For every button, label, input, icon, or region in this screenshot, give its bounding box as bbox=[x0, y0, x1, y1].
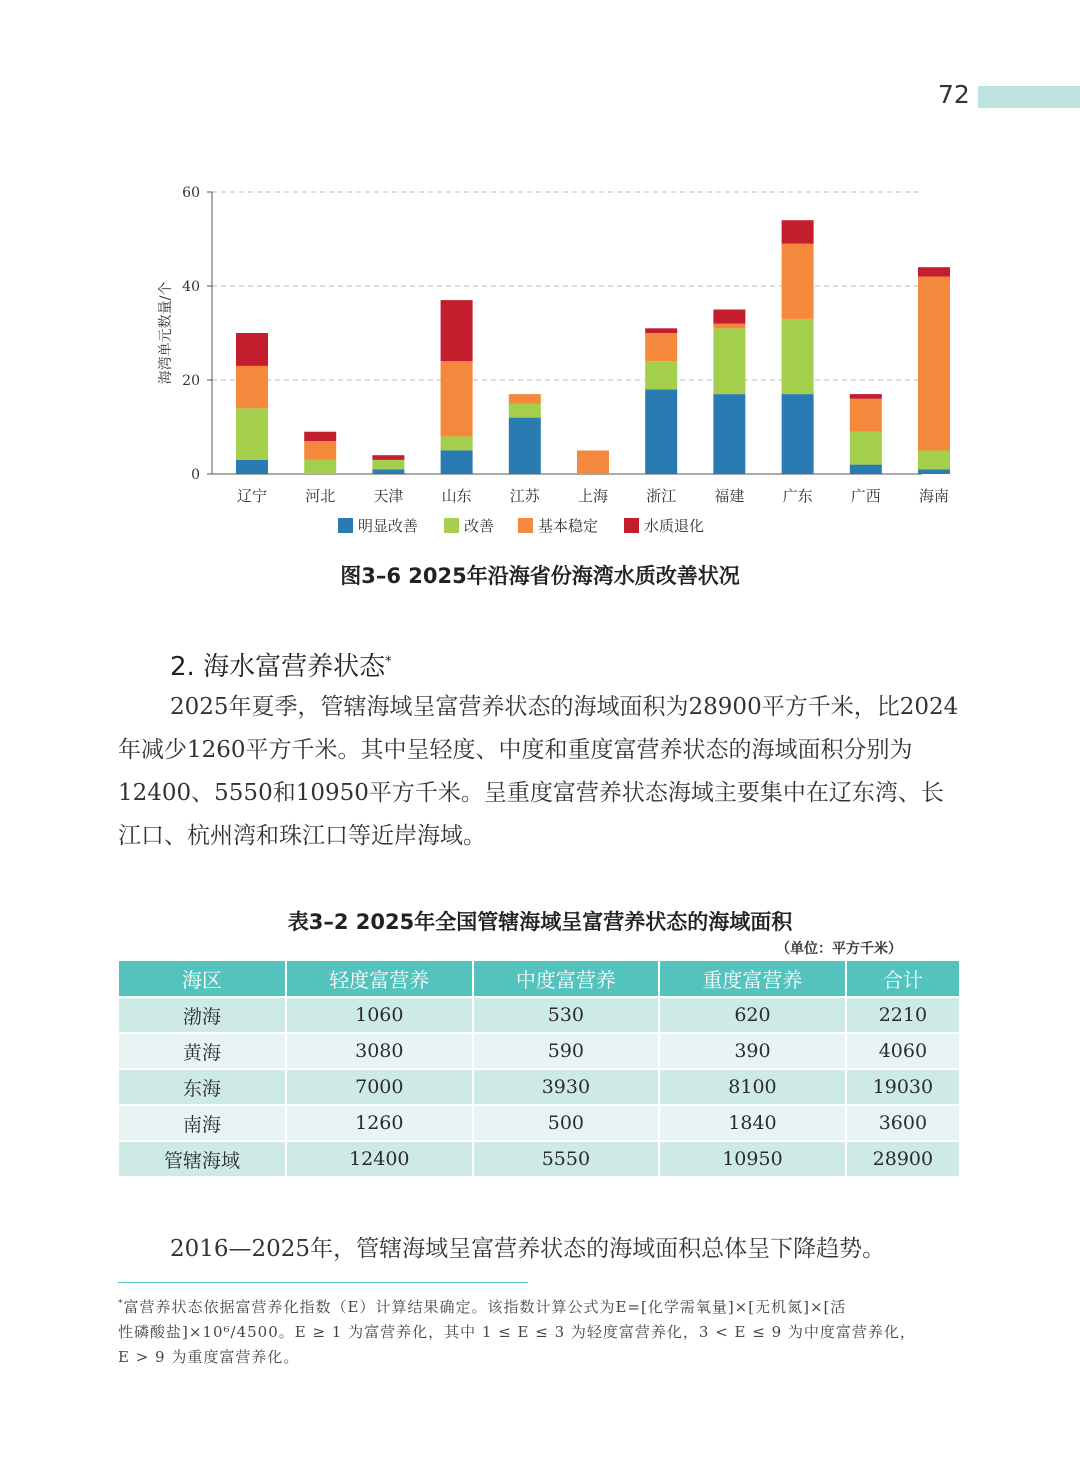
bar-segment bbox=[782, 220, 814, 244]
bar-segment bbox=[645, 361, 677, 389]
table-cell: 管辖海域 bbox=[119, 1141, 286, 1177]
table-cell: 渤海 bbox=[119, 997, 286, 1033]
bar-segment bbox=[645, 328, 677, 333]
x-tick-label: 辽宁 bbox=[236, 487, 268, 505]
bar-segment bbox=[645, 333, 677, 361]
bar-segment bbox=[713, 394, 745, 474]
section-heading-text: 2. 海水富营养状态 bbox=[170, 652, 386, 682]
table-cell: 19030 bbox=[846, 1069, 960, 1105]
table-cell: 5550 bbox=[473, 1141, 660, 1177]
bar-segment bbox=[918, 277, 950, 451]
figure-caption: 图3–6 2025年沿海省份海湾水质改善状况 bbox=[340, 564, 740, 588]
table-cell: 3930 bbox=[473, 1069, 660, 1105]
col-header: 海区 bbox=[119, 961, 286, 997]
col-header: 轻度富营养 bbox=[286, 961, 473, 997]
y-tick-label: 60 bbox=[182, 185, 200, 201]
bar-segment bbox=[713, 324, 745, 329]
table-title: 表3–2 2025年全国管辖海域呈富营养状态的海域面积 bbox=[287, 910, 793, 934]
y-tick-label: 20 bbox=[182, 373, 200, 389]
bar-segment bbox=[850, 399, 882, 432]
table-cell: 南海 bbox=[119, 1105, 286, 1141]
bar-segment bbox=[236, 333, 268, 366]
table-cell: 黄海 bbox=[119, 1033, 286, 1069]
bar-segment bbox=[713, 328, 745, 394]
bar-segment bbox=[372, 455, 404, 460]
bar-segment bbox=[509, 418, 541, 474]
stacked-bar-chart bbox=[150, 178, 950, 548]
bar-segment bbox=[645, 389, 677, 474]
table-unit: （单位：平方千米） bbox=[776, 941, 902, 957]
x-tick-label: 河北 bbox=[305, 487, 336, 505]
bar-segment bbox=[236, 366, 268, 408]
footnote-line: 性磷酸盐]×10⁶/4500。E ≥ 1 为富营养化，其中 1 ≤ E ≤ 3 为轻度富营养化，3 < E ≤ 9 为中度富营养化， bbox=[118, 1323, 916, 1341]
footnote bbox=[118, 1292, 963, 1370]
bar-segment bbox=[236, 460, 268, 474]
legend-swatch bbox=[518, 518, 533, 533]
bar-segment bbox=[372, 469, 404, 474]
x-tick-label: 福建 bbox=[714, 487, 745, 505]
table-cell: 3080 bbox=[286, 1033, 473, 1069]
bar-segment bbox=[918, 267, 950, 276]
table-cell: 530 bbox=[473, 997, 660, 1033]
table-row bbox=[119, 1069, 960, 1105]
bar-segment bbox=[782, 319, 814, 394]
bar-segment bbox=[304, 441, 336, 460]
bar-segment bbox=[577, 451, 609, 475]
bar-segment bbox=[918, 451, 950, 470]
legend-swatch bbox=[444, 518, 459, 533]
footnote-mark: * bbox=[118, 1299, 124, 1309]
table-cell: 8100 bbox=[659, 1069, 846, 1105]
table-cell: 500 bbox=[473, 1105, 660, 1141]
bar-segment bbox=[850, 465, 882, 474]
y-axis-label: 海湾单元数量/个 bbox=[158, 281, 174, 385]
table-row bbox=[119, 997, 960, 1033]
section-heading bbox=[170, 646, 392, 683]
bar-segment bbox=[441, 436, 473, 450]
footnote-marker: * bbox=[385, 654, 392, 670]
bar-segment bbox=[441, 361, 473, 436]
bar-segment bbox=[304, 460, 336, 474]
legend-swatch bbox=[624, 518, 639, 533]
x-tick-label: 广东 bbox=[782, 487, 813, 505]
bar-segment bbox=[509, 394, 541, 403]
table-cell: 620 bbox=[659, 997, 846, 1033]
bar-segment bbox=[372, 460, 404, 469]
bar-segment bbox=[850, 394, 882, 399]
table-cell: 1060 bbox=[286, 997, 473, 1033]
bar-segment bbox=[509, 404, 541, 418]
bar-segment bbox=[713, 310, 745, 324]
closing-sentence: 2016—2025年，管辖海域呈富营养状态的海域面积总体呈下降趋势。 bbox=[170, 1236, 886, 1262]
table-cell: 390 bbox=[659, 1033, 846, 1069]
x-tick-label: 海南 bbox=[918, 487, 950, 505]
col-header: 重度富营养 bbox=[659, 961, 846, 997]
table-cell: 12400 bbox=[286, 1141, 473, 1177]
table-cell: 4060 bbox=[846, 1033, 960, 1069]
table-cell: 3600 bbox=[846, 1105, 960, 1141]
x-tick-label: 广西 bbox=[850, 487, 881, 505]
footnote-divider bbox=[118, 1282, 528, 1283]
page-number-tab bbox=[978, 86, 1080, 108]
legend-label: 水质退化 bbox=[644, 517, 705, 535]
table-row bbox=[119, 1105, 960, 1141]
bar-segment bbox=[918, 469, 950, 474]
legend-swatch bbox=[338, 518, 353, 533]
y-tick-label: 40 bbox=[182, 279, 200, 295]
footnote-line: E > 9 为重度富营养化。 bbox=[118, 1348, 300, 1366]
bar-segment bbox=[236, 408, 268, 460]
y-tick-label: 0 bbox=[191, 467, 200, 483]
table-header-row bbox=[119, 961, 960, 997]
bar-segment bbox=[782, 394, 814, 474]
table-cell: 28900 bbox=[846, 1141, 960, 1177]
legend-label: 基本稳定 bbox=[538, 517, 599, 535]
bar-segment bbox=[304, 432, 336, 441]
table-cell: 1260 bbox=[286, 1105, 473, 1141]
x-tick-label: 江苏 bbox=[509, 487, 540, 505]
x-tick-label: 天津 bbox=[373, 487, 404, 505]
col-header: 中度富营养 bbox=[473, 961, 660, 997]
eutrophication-table bbox=[119, 961, 961, 1178]
table-cell: 东海 bbox=[119, 1069, 286, 1105]
x-tick-label: 山东 bbox=[441, 487, 472, 505]
legend-label: 改善 bbox=[464, 517, 495, 535]
section-paragraph: 2025年夏季，管辖海域呈富营养状态的海域面积为28900平方千米，比2024年减少1260平方千米。其中呈轻度、中度和重度富营养状态的海域面积分别为12400、5550和10950平方千米。呈重度富营养状态海域主要集中在辽东湾、长江口、杭州湾和珠江口等近岸海域。 bbox=[118, 694, 959, 849]
table-row bbox=[119, 1141, 960, 1177]
x-tick-label: 浙江 bbox=[646, 487, 677, 505]
col-header: 合计 bbox=[846, 961, 960, 997]
bar-segment bbox=[441, 451, 473, 475]
legend-label: 明显改善 bbox=[358, 517, 419, 535]
bar-segment bbox=[441, 300, 473, 361]
table-cell: 590 bbox=[473, 1033, 660, 1069]
table-cell: 10950 bbox=[659, 1141, 846, 1177]
table-cell: 7000 bbox=[286, 1069, 473, 1105]
table-row bbox=[119, 1033, 960, 1069]
table-cell: 1840 bbox=[659, 1105, 846, 1141]
x-tick-label: 上海 bbox=[577, 487, 609, 505]
bar-segment bbox=[782, 244, 814, 319]
footnote-line: 富营养状态依据富营养化指数（E）计算结果确定。该指数计算公式为E=[化学需氧量]×[无机氮]×[活 bbox=[123, 1298, 847, 1316]
bar-segment bbox=[850, 432, 882, 465]
page-number: 72 bbox=[938, 80, 970, 109]
table-cell: 2210 bbox=[846, 997, 960, 1033]
